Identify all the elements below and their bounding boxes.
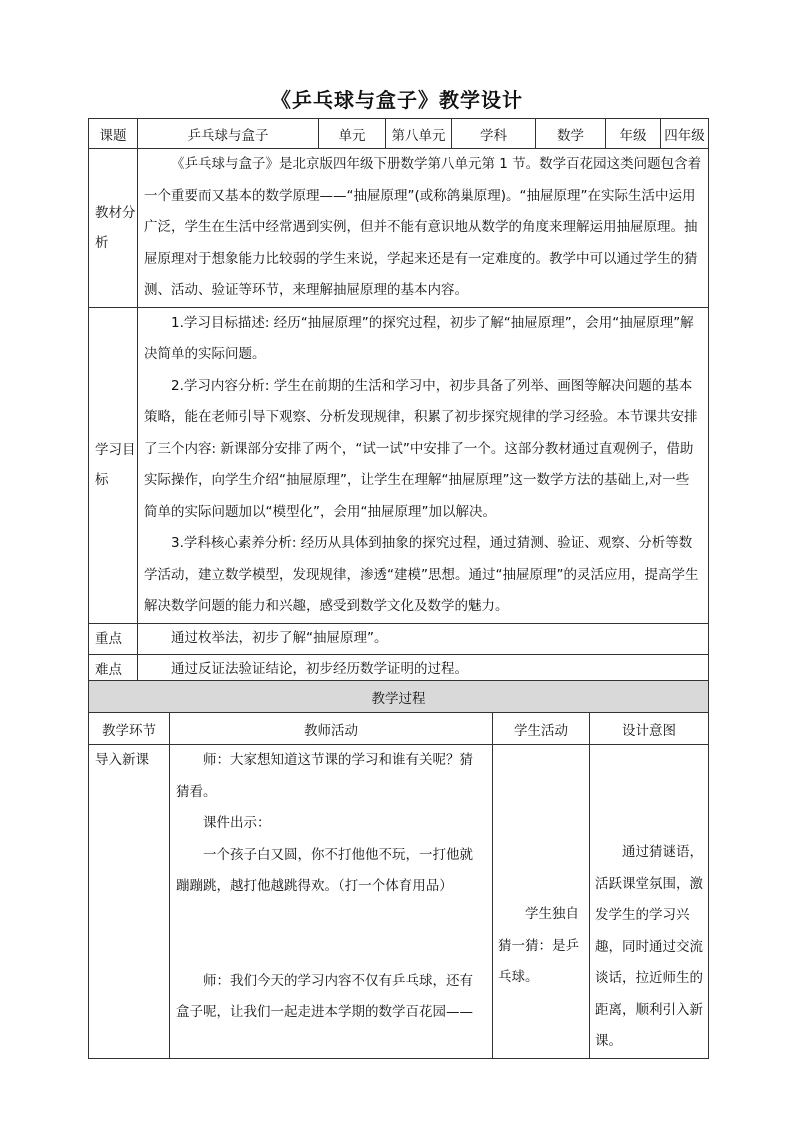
teaching-process-table — [88, 680, 709, 1059]
difficulty-label: 难点 — [89, 654, 138, 685]
design-intent-cell — [590, 745, 709, 1059]
unit-value: 第八单元 — [386, 119, 452, 149]
col-stage-header: 教学环节 — [89, 713, 170, 745]
header-row — [89, 119, 709, 149]
goals-label: 学习目标 — [89, 307, 138, 623]
key-point-cell — [138, 623, 709, 654]
process-row-intro — [89, 745, 709, 1059]
teacher-text-4: 师：我们今天的学习内容不仅有乒乓球，还有盒子呢，让我们一起走进本学期的数学百花园—— — [176, 972, 473, 1020]
process-columns-row — [89, 713, 709, 745]
subject-value: 数学 — [536, 119, 606, 149]
material-cell — [138, 149, 709, 308]
grade-label: 年级 — [606, 119, 661, 149]
key-point-text: 通过枚举法，初步了解“抽屉原理”。 — [171, 630, 388, 646]
lesson-info-table — [88, 118, 709, 686]
col-student-header: 学生活动 — [493, 713, 590, 745]
goal-item-2: 2.学习内容分析: 学生在前期的生活和学习中，初步具备了列举、画图等解决问题的基本策略，能在老师引导下观察、分析发现规律，积累了初步探究规律的学习经验。本节课共安排了三个内容: 新课部分安排了两个，“试一试”中安排了一个。这部分教材通过直观例子，借助实际操作，向学生介绍“抽屉原理”，让学生在理解“抽屉原理”这一数学方法的基础上,对一些简单的实际问题加以“模型化”，会用“抽屉原理”加以解决。 — [144, 377, 698, 520]
grade-value: 四年级 — [661, 119, 709, 149]
col-teacher-header: 教师活动 — [170, 713, 493, 745]
key-point-row — [89, 623, 709, 654]
unit-label: 单元 — [319, 119, 386, 149]
difficulty-text: 通过反证法验证结论，初步经历数学证明的过程。 — [171, 661, 468, 677]
topic-label: 课题 — [89, 119, 138, 149]
stage-cell: 导入新课 — [89, 745, 170, 1059]
material-label: 教材分析 — [89, 149, 138, 308]
intent-text: 通过猜谜语，活跃课堂氛围，激发学生的学习兴趣，同时通过交流谈话，拉近师生的距离，顺利引入新课。 — [595, 844, 703, 1049]
goal-item-3: 3.学科核心素养分析: 经历从具体到抽象的探究过程，通过猜测、验证、观察、分析等数学活动，建立数学模型，发现规律，渗透“建模”思想。通过“抽屉原理”的灵活应用，提高学生解决数学问题的能力和兴趣，感受到数学文化及数学的魅力。 — [144, 535, 699, 614]
col-intent-header: 设计意图 — [590, 713, 709, 745]
goals-row — [89, 307, 709, 623]
student-activity-cell — [493, 745, 590, 1059]
material-text: 《乒乓球与盒子》是北京版四年级下册数学第八单元第 1 节。数学百花园这类问题包含着一个重要而又基本的数学原理——“抽屉原理”(或称鸽巢原理)。“抽屉原理”在实际生活中运用广泛，学生在生活中经常遇到实例，但并不能有意识地从数学的角度来理解运用抽屉原理。抽屉原理对于想象能力比较弱的学生来说，学起来还是有一定难度的。教学中可以通过学生的猜测、活动、验证等环节，来理解抽屉原理的基本内容。 — [144, 156, 702, 298]
teacher-activity-cell — [170, 745, 493, 1059]
material-row — [89, 149, 709, 308]
page-title: 《乒乓球与盒子》教学设计 — [271, 88, 523, 112]
teacher-text-1: 师：大家想知道这节课的学习和谁有关呢？猜猜看。 — [176, 752, 473, 800]
process-heading: 教学过程 — [89, 681, 709, 713]
key-point-label: 重点 — [89, 623, 138, 654]
student-text: 学生独自猜一猜：是乒乓球。 — [498, 906, 579, 985]
teacher-text-3: 一个孩子白又圆，你不打他他不玩，一打他就蹦蹦跳，越打他越跳得欢。（打一个体育用品） — [176, 846, 473, 894]
goals-cell — [138, 307, 709, 623]
teacher-text-2: 课件出示： — [203, 815, 271, 831]
topic-value: 乒乓球与盒子 — [138, 119, 319, 149]
goal-item-1: 1.学习目标描述: 经历“抽屉原理”的探究过程，初步了解“抽屉原理”，会用“抽屉原理”解决简单的实际问题。 — [144, 314, 694, 362]
subject-label: 学科 — [452, 119, 536, 149]
process-heading-row — [89, 681, 709, 713]
